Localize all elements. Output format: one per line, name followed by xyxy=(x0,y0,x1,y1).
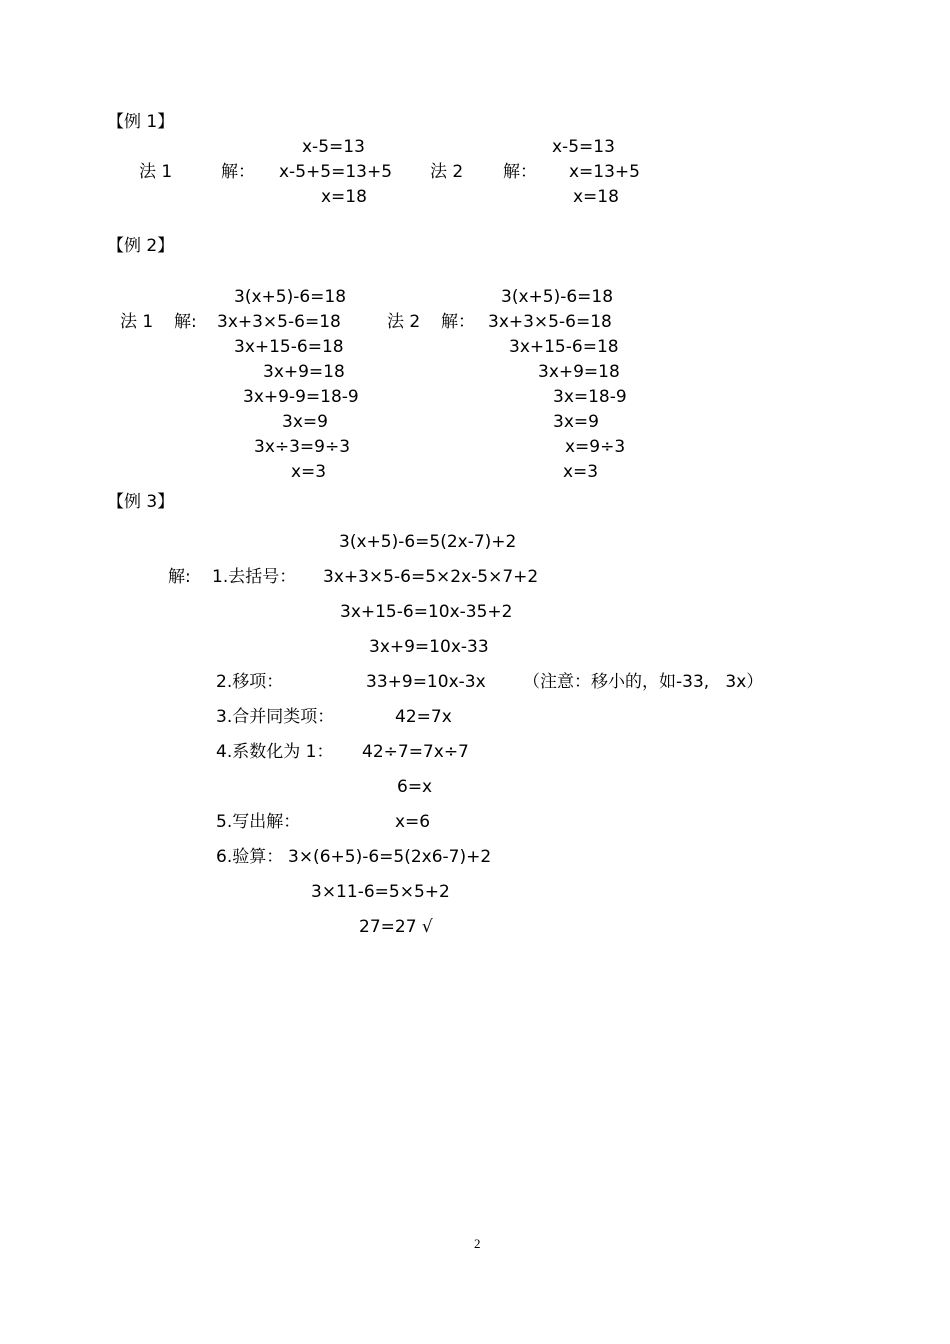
ex3-step-5-line: x=6 xyxy=(395,812,431,832)
ex2-method-1-label: 法 1 xyxy=(120,312,154,332)
ex2-m2-line-6: 3x=9 xyxy=(553,412,599,432)
ex2-m2-jie: 解： xyxy=(441,312,475,332)
ex2-m1-line-8: x=3 xyxy=(291,462,327,482)
ex2-m2-line-3: 3x+15-6=18 xyxy=(509,337,619,357)
ex1-method-2-label: 法 2 xyxy=(430,162,464,182)
ex1-m1-line-3: x=18 xyxy=(321,187,367,207)
ex2-m1-line-4: 3x+9=18 xyxy=(263,362,345,382)
ex1-m2-line-2: x=13+5 xyxy=(569,162,640,182)
ex3-step-4-line-1: 42÷7=7x÷7 xyxy=(362,742,469,762)
ex3-step-1-line-2: 3x+15-6=10x-35+2 xyxy=(340,602,513,622)
ex3-step-6-line-3: 27=27 √ xyxy=(359,917,433,937)
ex2-m2-line-5: 3x=18-9 xyxy=(553,387,627,407)
example-1-heading: 【例 1】 xyxy=(107,112,175,132)
ex3-step-1-line-1: 3x+3×5-6=5×2x-5×7+2 xyxy=(323,567,539,587)
ex2-method-2-label: 法 2 xyxy=(387,312,421,332)
ex2-m1-line-6: 3x=9 xyxy=(282,412,328,432)
ex1-m2-line-3: x=18 xyxy=(573,187,619,207)
ex3-step-2-note: （注意：移小的，如-33, 3x） xyxy=(523,672,764,692)
ex2-m1-jie: 解: xyxy=(174,312,197,332)
ex2-m1-line-2: 3x+3×5-6=18 xyxy=(217,312,341,332)
example-3-heading: 【例 3】 xyxy=(107,492,175,512)
ex2-m1-line-1: 3(x+5)-6=18 xyxy=(234,287,347,307)
ex3-step-6-line-1: 3×(6+5)-6=5(2x6-7)+2 xyxy=(288,847,492,867)
ex3-step-2-label: 2.移项： xyxy=(216,672,284,692)
ex2-m2-line-7: x=9÷3 xyxy=(565,437,626,457)
ex1-m1-jie: 解： xyxy=(221,162,255,182)
page-number: 2 xyxy=(474,1236,481,1251)
example-2-heading: 【例 2】 xyxy=(107,236,175,256)
ex3-step-5-label: 5.写出解： xyxy=(216,812,301,832)
ex3-step-4-label: 4.系数化为 1： xyxy=(216,742,334,762)
ex2-m2-line-4: 3x+9=18 xyxy=(538,362,620,382)
ex1-m1-line-1: x-5=13 xyxy=(302,137,365,157)
ex2-m2-line-2: 3x+3×5-6=18 xyxy=(488,312,612,332)
ex2-m1-line-3: 3x+15-6=18 xyxy=(234,337,344,357)
ex3-step-3-line: 42=7x xyxy=(395,707,452,727)
ex3-jie: 解: xyxy=(168,567,191,587)
ex1-m1-line-2: x-5+5=13+5 xyxy=(279,162,393,182)
ex2-m1-line-5: 3x+9-9=18-9 xyxy=(243,387,359,407)
ex3-step-4-line-2: 6=x xyxy=(397,777,433,797)
ex1-method-1-label: 法 1 xyxy=(139,162,173,182)
ex1-m2-line-1: x-5=13 xyxy=(552,137,615,157)
ex2-m2-line-8: x=3 xyxy=(563,462,599,482)
ex2-m1-line-7: 3x÷3=9÷3 xyxy=(254,437,351,457)
ex3-step-3-label: 3.合并同类项： xyxy=(216,707,335,727)
ex2-m2-line-1: 3(x+5)-6=18 xyxy=(501,287,614,307)
ex3-step-2-line: 33+9=10x-3x xyxy=(366,672,486,692)
ex1-m2-jie: 解： xyxy=(503,162,537,182)
ex3-step-1-line-3: 3x+9=10x-33 xyxy=(369,637,489,657)
ex3-step-6-line-2: 3×11-6=5×5+2 xyxy=(311,882,450,902)
ex3-equation: 3(x+5)-6=5(2x-7)+2 xyxy=(339,532,517,552)
ex3-step-1-label: 1.去括号： xyxy=(212,567,297,587)
ex3-step-6-label: 6.验算： xyxy=(216,847,284,867)
